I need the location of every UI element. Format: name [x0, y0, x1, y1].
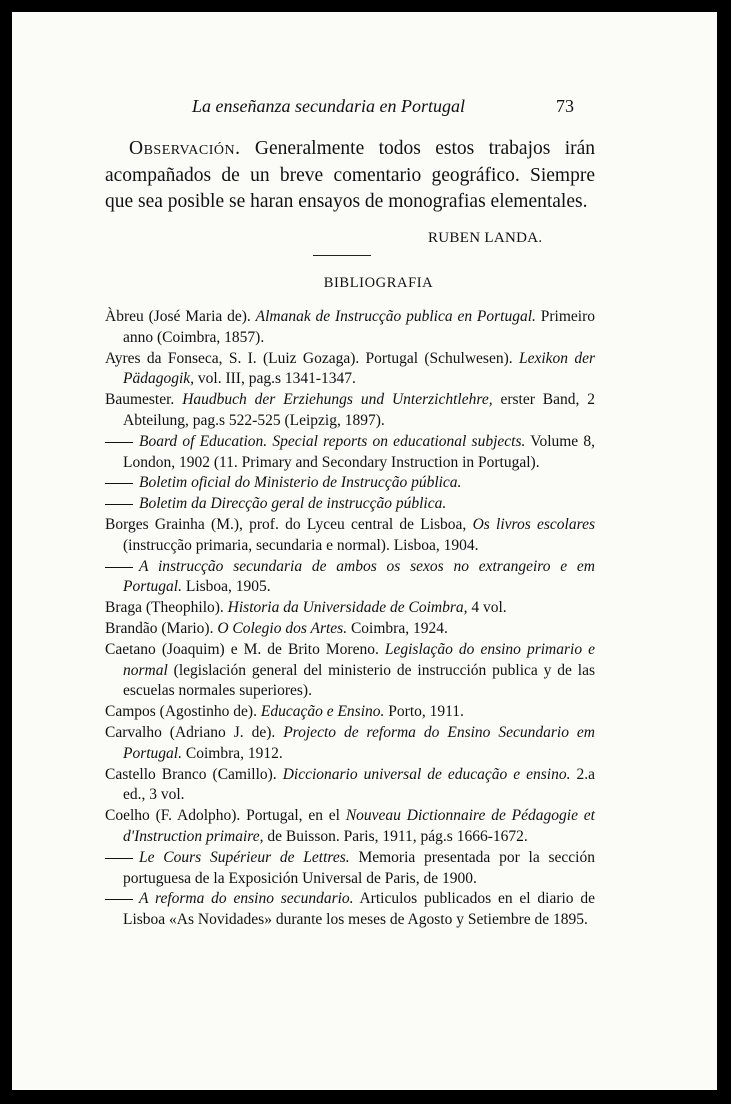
observation-paragraph	[105, 136, 595, 216]
running-head	[12, 96, 717, 126]
bibliography-entry: Board of Education. Special reports on educational subjects. Volume 8, London, 1902 (11. Primary and Secondary Instruction in Portugal).	[105, 432, 595, 474]
bibliography-list	[105, 307, 595, 931]
bibliography-entry: Boletim oficial do Ministerio de Instrucção pública.	[105, 473, 595, 494]
bibliography-entry: Borges Grainha (M.), prof. do Lyceu central de Lisboa, Os livros escolares (instrucção primaria, secundaria e normal). Lisboa, 1904.	[105, 515, 595, 554]
bibliography-entry: Caetano (Joaquim) e M. de Brito Moreno. Legislação do ensino primario e normal (legislación general del ministerio de instrucción publica y de las escuelas normales superiores).	[105, 640, 595, 700]
bibliography-entry: Campos (Agostinho de). Educação e Ensino. Porto, 1911.	[105, 703, 464, 721]
bibliography-entry: Boletim da Direcção geral de instrucção pública.	[105, 494, 595, 515]
bibliography-entry: Baumester. Haudbuch der Erziehungs und Unterzichtlehre, erster Band, 2 Abteilung, pag.s 522-525 (Leipzig, 1897).	[105, 391, 596, 429]
section-divider	[313, 255, 371, 256]
bibliography-entry: Àbreu (José Maria de). Almanak de Instrucção publica en Portugal. Primeiro anno (Coimbra, 1857).	[105, 308, 595, 346]
bibliography-entry: Brandão (Mario). O Colegio dos Artes. Coimbra, 1924.	[105, 619, 448, 637]
running-title: La enseñanza secundaria en Portugal	[192, 96, 465, 116]
ditto-dash	[105, 567, 133, 568]
ditto-dash	[105, 858, 133, 859]
bibliography-title: BIBLIOGRAFIA	[323, 275, 434, 291]
ditto-dash	[105, 483, 133, 484]
author-signature: RUBEN LANDA.	[428, 230, 543, 246]
bibliography-entry: Castello Branco (Camillo). Diccionario universal de educação e ensino. 2.a ed., 3 vol.	[105, 765, 595, 804]
ditto-dash	[105, 442, 133, 443]
book-page	[12, 12, 717, 1090]
bibliography-entry: A reforma do ensino secundario. Articulos publicados en el diario de Lisboa «As Novidades» durante los meses de Agosto y Setiembre de 1895.	[105, 889, 595, 931]
bibliography-entry: A instrucção secundaria de ambos os sexos no extrangeiro e em Portugal. Lisboa, 1905.	[105, 557, 595, 599]
ditto-dash	[105, 899, 133, 900]
bibliography-entry: Braga (Theophilo). Historia da Universidade de Coimbra, 4 vol.	[105, 599, 507, 617]
ditto-dash	[105, 504, 133, 505]
bibliography-entry: Carvalho (Adriano J. de). Projecto de reforma do Ensino Secundario em Portugal. Coimbra, 1912.	[105, 723, 596, 762]
observation-text: Generalmente todos estos trabajos irán acompañados de un breve comentario geográfico. Siempre que sea posible se haran ensayos de monografias elementales.	[105, 138, 596, 212]
bibliography-entry: Le Cours Supérieur de Lettres. Memoria presentada por la sección portuguesa de la Exposición Universal de Paris, de 1900.	[105, 848, 595, 890]
bibliography-entry: Ayres da Fonseca, S. I. (Luiz Gozaga). Portugal (Schulwesen). Lexikon der Pädagogik, vol. III, pag.s 1341-1347.	[105, 349, 595, 388]
page-number: 73	[556, 96, 574, 116]
observation-label: Observación.	[129, 138, 241, 159]
bibliography-entry: Coelho (F. Adolpho). Portugal, en el Nouveau Dictionnaire de Pédagogie et d'Instruction primaire, de Buisson. Paris, 1911, pág.s 1666-1672.	[105, 807, 595, 845]
